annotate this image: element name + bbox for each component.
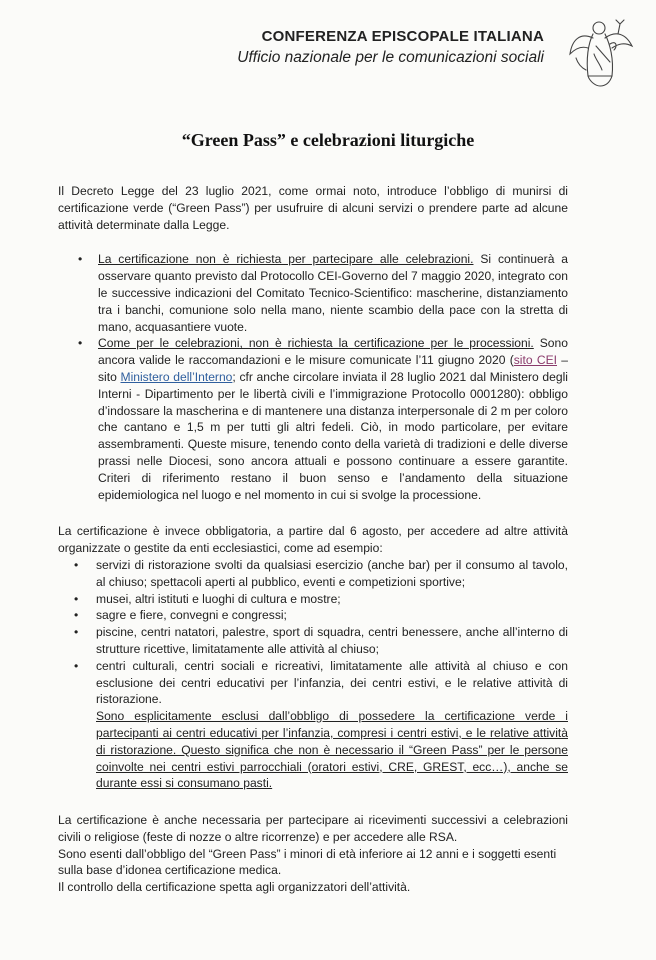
letterhead — [0, 28, 544, 67]
underlined-statement: Come per le celebrazioni, non è richiesta la certificazione per le processioni. — [98, 336, 534, 351]
list-item: • musei, altri istituti e luoghi di cultura e mostre; — [74, 591, 341, 606]
item-text: ; cfr anche circolare inviata il 28 luglio 2021 dal Ministero degli Interni - Dipartimento per le libertà civili e l’immigrazione Protocollo 0001280): obbligo d’indossare la mascherina e di mantenere una distanza interpersonale di 2 m per coloro che cantano e 1,5 m per tutti gli altri fedeli. Ciò, in modo particolare, per evitare assembramenti. Queste misure, tenendo conto della varietà di tradizioni e delle diverse prassi nelle Diocesi, sono ancora attuali e possono continuare a essere garantite. Criteri di riferimento restano il buon senso e l’andamento della situazione epidemiologica nel luogo e nel momento in cui si svolge la processione. — [98, 369, 568, 502]
organization-name: CONFERENZA EPISCOPALE ITALIANA — [261, 28, 544, 45]
underlined-statement: La certificazione non è richiesta per partecipare alle celebrazioni. — [98, 252, 474, 267]
bullet-icon: • — [74, 557, 79, 572]
control-paragraph: Il controllo della certificazione spetta agli organizzatori dell’attività. — [58, 880, 411, 895]
bullet-icon: • — [74, 608, 79, 623]
bullet-icon: • — [74, 591, 79, 606]
bullet-icon: • — [78, 252, 83, 267]
item-text: Sono ancora valide le raccomandazioni e le misure comunicate l’11 giugno 2020 ( — [98, 336, 568, 368]
ministero-link[interactable]: Ministero dell’Interno — [120, 369, 233, 384]
celebrations-list — [58, 251, 568, 503]
exclusion-note: Sono esplicitamente esclusi dall’obbligo di possedere la certificazione verde i partecipanti ai centri educativi per l’infanzia, compresi i centri estivi, e le relative attività di ristorazione. Questo significa che non è necessario il “Green Pass” per le persone coinvolte nei centri estivi parrocchiali (oratori estivi, CRE, GREST, ecc…), anche se durante essi si consumano pasti. — [96, 709, 568, 791]
item-text: Si continuerà a osservare quanto previsto dal Protocollo CEI-Governo del 7 maggio 2020, integrato con le successive indicazioni del Comitato Tecnico-Scientifico: mascherine, distanziamento tra i banchi, comunione solo nella mano, niente scambio della pace con la stretta di mano, acquasantiere vuote. — [98, 252, 568, 334]
office-name: Ufficio nazionale per le comunicazioni sociali — [237, 49, 544, 66]
list-item: • sagre e fiere, convegni e congressi; — [74, 608, 287, 623]
bullet-icon: • — [78, 336, 83, 351]
item-text: – sito — [98, 353, 568, 384]
list-item — [58, 335, 568, 503]
exemptions-paragraph: Sono esenti dall’obbligo del “Green Pass” i minori di età inferiore ai 12 anni e i soggetti esenti sulla base d’idonea certificazione medica. — [58, 846, 557, 878]
sito-cei-link[interactable]: sito CEI — [513, 353, 557, 368]
list-item: • centri culturali, centri sociali e ricreativi, limitatamente alle attività al chiuso e con esclusione dei centri educativi per l’infanzia, dei centri estivi, e le relative attività di ristorazione. — [74, 658, 568, 707]
activities-list — [58, 557, 568, 792]
list-item: • servizi di ristorazione svolti da qualsiasi esercizio (anche bar) per il consumo al tavolo, al chiuso; spettacoli aperti al pubblico, eventi e competizioni sportive; — [74, 557, 568, 589]
list-item: • piscine, centri natatori, palestre, sport di squadra, centri benessere, anche all’interno di strutture ricettive, limitatamente alle attività al chiuso; — [74, 625, 568, 656]
document-body — [58, 183, 568, 896]
list-item — [58, 251, 568, 335]
document-title: “Green Pass” e celebrazioni liturgiche — [181, 130, 475, 150]
receptions-paragraph: La certificazione è anche necessaria per partecipare ai ricevimenti successivi a celebrazioni civili o religiose (feste di nozze o altre ricorrenze) e per accedere alle RSA. — [58, 813, 568, 844]
intro-paragraph: Il Decreto Legge del 23 luglio 2021, come ormai noto, introduce l’obbligo di munirsi di certificazione verde (“Green Pass”) per usufruire di alcuni servizi o prendere parte ad alcune attività determinate dalla Legge. — [58, 184, 568, 232]
bullet-icon: • — [74, 625, 79, 640]
bullet-icon: • — [74, 658, 79, 673]
mandatory-paragraph: La certificazione è invece obbligatoria, a partire dal 6 agosto, per accedere ad altre attività organizzate o gestite da enti ecclesiastici, come ad esempio: — [58, 524, 568, 556]
angel-emblem-icon — [566, 14, 636, 92]
